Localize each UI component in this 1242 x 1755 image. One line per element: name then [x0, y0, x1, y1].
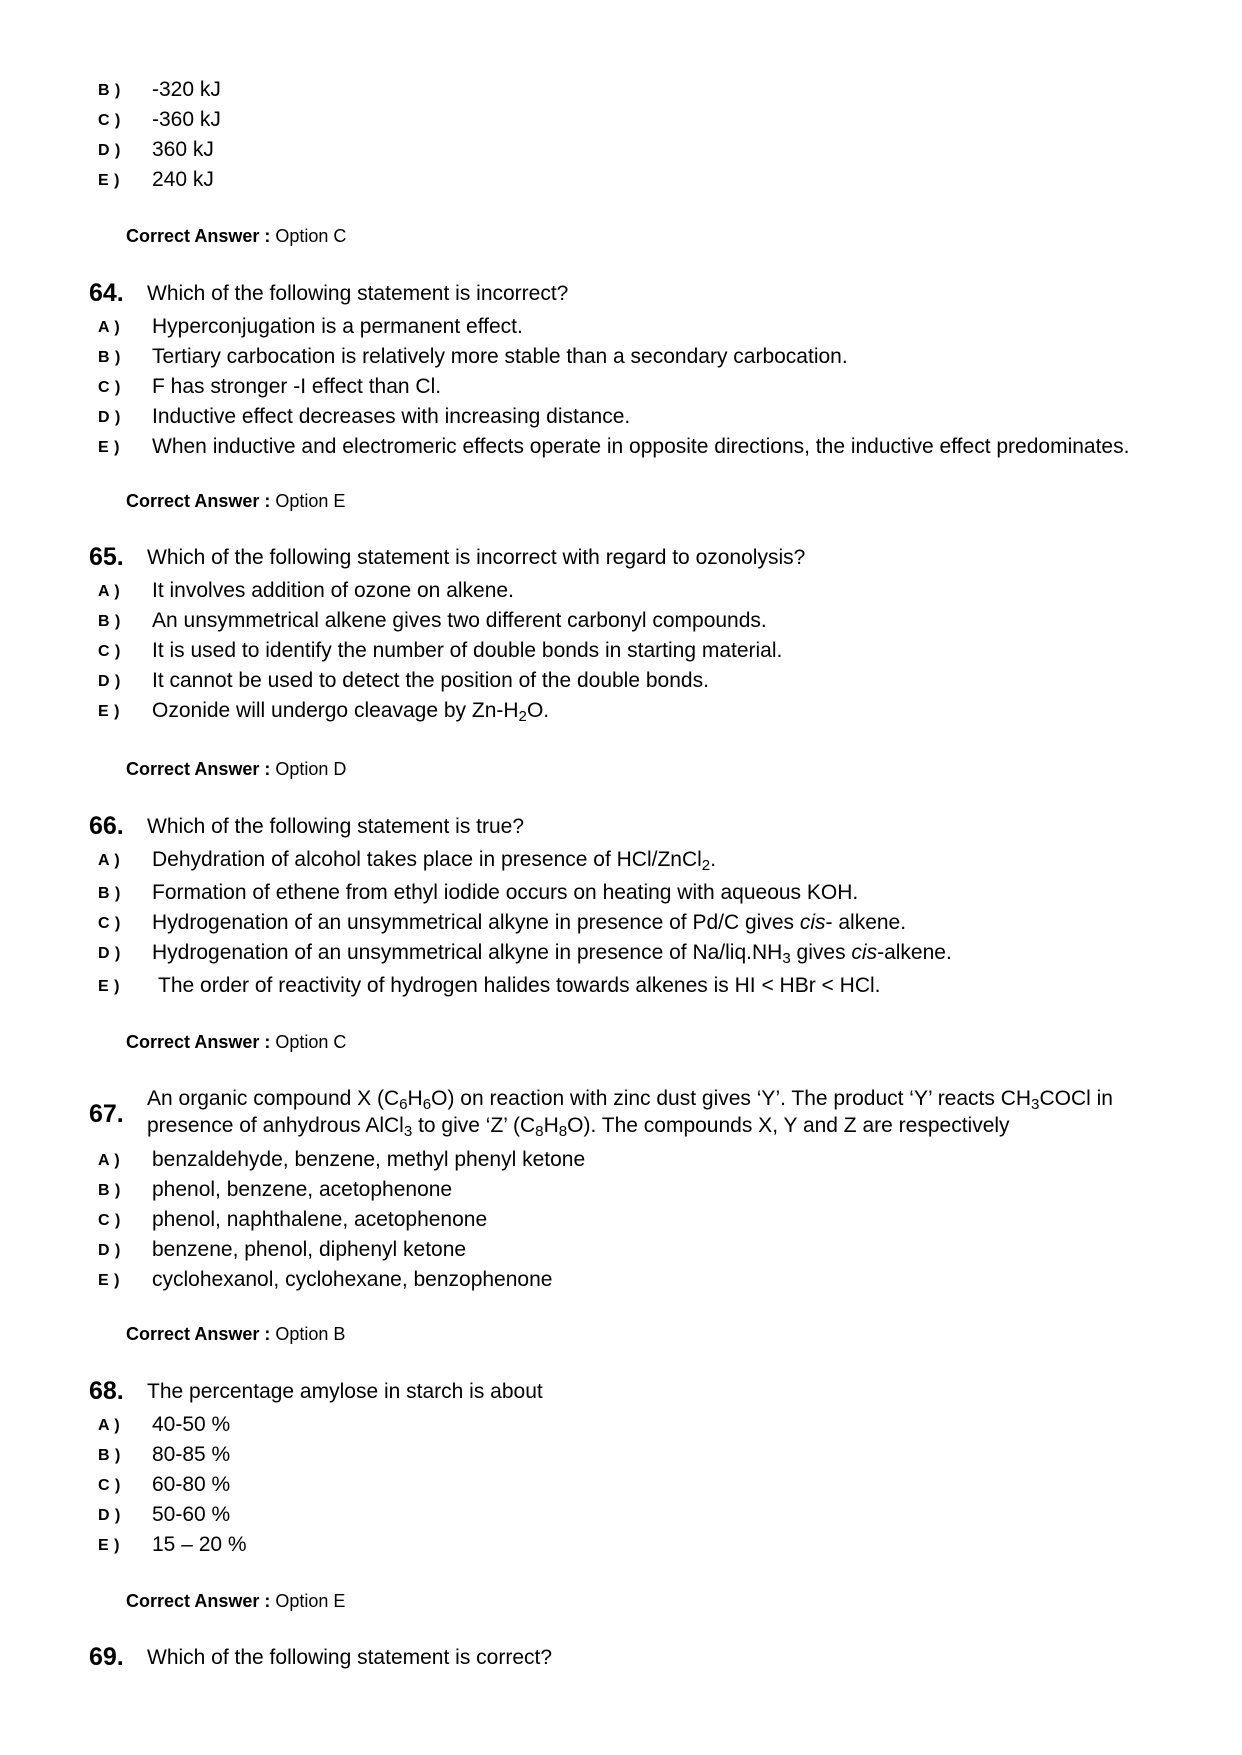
option-label: C ): [98, 643, 121, 660]
correct-answer-value: Option E: [275, 491, 346, 511]
option-text: 80-85 %: [152, 1443, 231, 1466]
option-text: An unsymmetrical alkene gives two different carbonyl compounds.: [152, 609, 767, 632]
correct-answer-value: Option C: [275, 1032, 347, 1052]
option-b: [0, 1443, 1200, 1471]
option-d: [0, 1503, 1200, 1531]
question-number: 67.: [89, 1100, 124, 1128]
option-label: D ): [98, 1242, 121, 1259]
option-text: 60-80 %: [152, 1473, 231, 1496]
option-label: D ): [98, 945, 121, 962]
correct-answer: [126, 1032, 346, 1053]
correct-answer-label: Correct Answer :: [126, 226, 271, 246]
option-a: [0, 579, 1200, 607]
option-b: [0, 78, 1200, 106]
option-b: [0, 345, 1200, 373]
option-a: [0, 1148, 1200, 1176]
correct-answer-value: Option D: [275, 759, 347, 779]
option-b: [0, 881, 1200, 909]
option-label: C ): [98, 1212, 121, 1229]
option-label: C ): [98, 112, 121, 129]
option-b: [0, 609, 1200, 637]
question-text: The percentage amylose in starch is about: [147, 1380, 543, 1403]
option-b: [0, 1178, 1200, 1206]
option-d: [0, 138, 1200, 166]
question-number: 65.: [89, 543, 124, 571]
option-text: Tertiary carbocation is relatively more stable than a secondary carbocation.: [152, 345, 848, 368]
option-text: Hydrogenation of an unsymmetrical alkyne in presence of Pd/C gives cis- alkene.: [152, 911, 907, 934]
option-label: A ): [98, 319, 121, 336]
option-label: A ): [98, 1417, 121, 1434]
option-text: It cannot be used to detect the position of the double bonds.: [152, 669, 709, 692]
question-text: Which of the following statement is correct?: [147, 1646, 553, 1669]
option-text: -320 kJ: [152, 78, 221, 101]
correct-answer: [126, 1324, 345, 1345]
correct-answer-value: Option C: [275, 226, 347, 246]
option-text: F has stronger -I effect than Cl.: [152, 375, 442, 398]
option-c: [0, 375, 1200, 403]
correct-answer: [126, 1591, 345, 1612]
question-text: Which of the following statement is incorrect?: [147, 282, 569, 305]
option-label: E ): [98, 1272, 120, 1289]
question-text: An organic compound X $(C_6H_6O)$ on reaction with zinc dust gives ‘Y’. The product ‘Y’ reacts $CH_3COCl$ in presence of anhydrous AlCl$_3$ to give ‘Z’ $(C_8H_8O)$. The compounds X, Y and Z are respectively: [147, 1087, 1113, 1141]
option-c: [0, 108, 1200, 136]
option-d: [0, 941, 1200, 969]
option-e: [0, 435, 1200, 463]
option-e: [0, 699, 1200, 727]
option-label: A ): [98, 1152, 121, 1169]
option-text: 240 kJ: [152, 168, 214, 191]
option-text: It is used to identify the number of double bonds in starting material.: [152, 639, 783, 662]
option-label: E ): [98, 978, 120, 995]
option-a: [0, 1413, 1200, 1441]
option-label: D ): [98, 1507, 121, 1524]
question-text: Which of the following statement is true?: [147, 815, 525, 838]
option-e: [0, 1533, 1200, 1561]
option-e: [0, 974, 1200, 1002]
option-d: [0, 1238, 1200, 1266]
option-text: cyclohexanol, cyclohexane, benzophenone: [152, 1268, 553, 1291]
option-text: The order of reactivity of hydrogen halides towards alkenes is HI < HBr < HCl.: [158, 974, 881, 997]
option-text: benzaldehyde, benzene, methyl phenyl ketone: [152, 1148, 586, 1171]
option-label: B ): [98, 82, 121, 99]
option-text: When inductive and electromeric effects operate in opposite directions, the inductive effect predominates.: [152, 435, 1130, 458]
option-label: A ): [98, 583, 121, 600]
option-e: [0, 168, 1200, 196]
option-text: 360 kJ: [152, 138, 214, 161]
option-text: Dehydration of alcohol takes place in presence of HCl/ZnCl$_2$.: [152, 848, 717, 875]
option-text: Formation of ethene from ethyl iodide occurs on heating with aqueous KOH.: [152, 881, 859, 904]
correct-answer-label: Correct Answer :: [126, 1032, 271, 1052]
option-label: B ): [98, 349, 121, 366]
correct-answer: [126, 491, 345, 512]
option-text: phenol, naphthalene, acetophenone: [152, 1208, 488, 1231]
option-label: C ): [98, 1477, 121, 1494]
option-text: Hyperconjugation is a permanent effect.: [152, 315, 523, 338]
option-text: Ozonide will undergo cleavage by $Zn-H_2O$.: [152, 699, 550, 726]
option-label: B ): [98, 1182, 121, 1199]
correct-answer: [126, 226, 346, 247]
option-text: Inductive effect decreases with increasing distance.: [152, 405, 631, 428]
option-c: [0, 1473, 1200, 1501]
option-label: E ): [98, 439, 120, 456]
option-label: B ): [98, 885, 121, 902]
option-text: benzene, phenol, diphenyl ketone: [152, 1238, 467, 1261]
option-a: [0, 315, 1200, 343]
question-number: 66.: [89, 812, 124, 840]
option-c: [0, 1208, 1200, 1236]
option-text: 40-50 %: [152, 1413, 231, 1436]
option-label: C ): [98, 915, 121, 932]
option-label: E ): [98, 172, 120, 189]
option-label: A ): [98, 852, 121, 869]
option-text: phenol, benzene, acetophenone: [152, 1178, 453, 1201]
correct-answer-value: Option B: [275, 1324, 346, 1344]
option-a: [0, 848, 1200, 876]
option-text: 15 – 20 %: [152, 1533, 247, 1556]
option-label: E ): [98, 703, 120, 720]
question-text: Which of the following statement is incorrect with regard to ozonolysis?: [147, 546, 806, 569]
question-number: 68.: [89, 1377, 124, 1405]
correct-answer-label: Correct Answer :: [126, 759, 271, 779]
option-label: D ): [98, 142, 121, 159]
question-number: 69.: [89, 1643, 124, 1671]
correct-answer-label: Correct Answer :: [126, 491, 271, 511]
option-label: D ): [98, 673, 121, 690]
correct-answer-label: Correct Answer :: [126, 1591, 271, 1611]
option-c: [0, 911, 1200, 939]
option-c: [0, 639, 1200, 667]
option-label: B ): [98, 613, 121, 630]
option-label: B ): [98, 1447, 121, 1464]
option-label: E ): [98, 1537, 120, 1554]
option-text: It involves addition of ozone on alkene.: [152, 579, 514, 602]
correct-answer-label: Correct Answer :: [126, 1324, 271, 1344]
option-text: -360 kJ: [152, 108, 221, 131]
correct-answer-value: Option E: [275, 1591, 346, 1611]
option-d: [0, 669, 1200, 697]
correct-answer: [126, 759, 346, 780]
option-d: [0, 405, 1200, 433]
option-text: 50-60 %: [152, 1503, 231, 1526]
option-e: [0, 1268, 1200, 1296]
option-label: C ): [98, 379, 121, 396]
option-label: D ): [98, 409, 121, 426]
option-text: Hydrogenation of an unsymmetrical alkyne in presence of $Na/liq.NH_3$ gives cis-alkene.: [152, 941, 952, 968]
question-number: 64.: [89, 279, 124, 307]
